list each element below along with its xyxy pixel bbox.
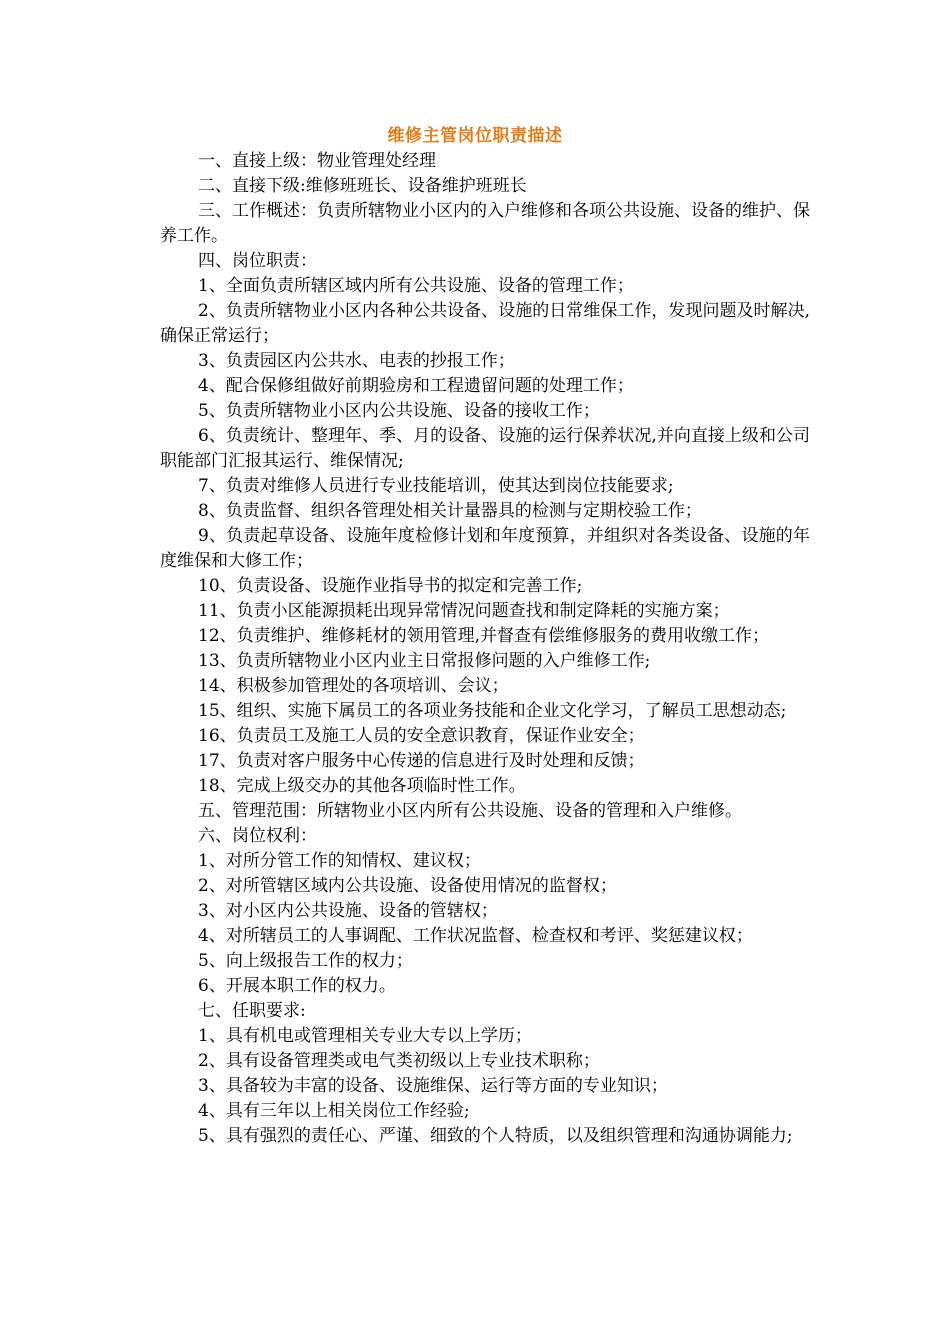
document-title: 维修主管岗位职责描述 xyxy=(387,126,563,146)
paragraph: 1、对所分管工作的知情权、建议权； xyxy=(198,851,481,871)
paragraph: 七、任职要求: xyxy=(198,1001,306,1021)
paragraph: 6、负责统计、整理年、季、月的设备、设施的运行保养状况,并向直接上级和公司职能部门汇报其运行、维保情况; xyxy=(160,426,810,471)
paragraph: 五、管理范围：所辖物业小区内所有公共设施、设备的管理和入户维修。 xyxy=(198,801,742,821)
paragraph: 3、对小区内公共设施、设备的管辖权； xyxy=(198,901,498,921)
paragraph: 3、负责园区内公共水、电表的抄报工作； xyxy=(198,351,515,371)
paragraph: 9、负责起草设备、设施年度检修计划和年度预算，并组织对各类设备、设施的年度维保和大修工作； xyxy=(160,526,810,571)
paragraph: 8、负责监督、组织各管理处相关计量器具的检测与定期校验工作； xyxy=(198,501,702,521)
paragraph: 六、岗位权利： xyxy=(198,826,317,846)
paragraph: 一、直接上级：物业管理处经理 xyxy=(198,151,436,171)
paragraph: 7、负责对维修人员进行专业技能培训，使其达到岗位技能要求; xyxy=(198,476,674,496)
paragraph: 四、岗位职责： xyxy=(198,251,317,271)
paragraph: 14、积极参加管理处的各项培训、会议； xyxy=(198,676,509,696)
paragraph: 4、具有三年以上相关岗位工作经验; xyxy=(198,1101,470,1121)
paragraph: 12、负责维护、维修耗材的领用管理,并督查有偿维修服务的费用收缴工作； xyxy=(198,626,770,646)
paragraph: 5、负责所辖物业小区内公共设施、设备的接收工作； xyxy=(198,401,600,421)
paragraph: 15、组织、实施下属员工的各项业务技能和企业文化学习，了解员工思想动态; xyxy=(198,701,787,721)
paragraph: 2、对所管辖区域内公共设施、设备使用情况的监督权； xyxy=(198,876,617,896)
paragraph: 5、向上级报告工作的权力； xyxy=(198,951,413,971)
paragraph: 17、负责对客户服务中心传递的信息进行及时处理和反馈； xyxy=(198,751,645,771)
paragraph: 2、负责所辖物业小区内各种公共设备、设施的日常维保工作，发现问题及时解决,确保正常运行； xyxy=(160,301,810,346)
paragraph: 13、负责所辖物业小区内业主日常报修问题的入户维修工作; xyxy=(198,651,651,671)
paragraph: 4、对所辖员工的人事调配、工作状况监督、检查权和考评、奖惩建议权； xyxy=(198,926,753,946)
paragraph: 1、全面负责所辖区域内所有公共设施、设备的管理工作； xyxy=(198,276,634,296)
paragraph: 18、完成上级交办的其他各项临时性工作。 xyxy=(198,776,526,796)
paragraph: 16、负责员工及施工人员的安全意识教育，保证作业安全； xyxy=(198,726,645,746)
paragraph: 二、直接下级:维修班班长、设备维护班班长 xyxy=(198,176,527,196)
paragraph: 10、负责设备、设施作业指导书的拟定和完善工作; xyxy=(198,576,583,596)
paragraph: 6、开展本职工作的权力。 xyxy=(198,976,396,996)
paragraph: 4、配合保修组做好前期验房和工程遗留问题的处理工作； xyxy=(198,376,634,396)
paragraph: 1、具有机电或管理相关专业大专以上学历； xyxy=(198,1026,532,1046)
paragraph: 三、工作概述：负责所辖物业小区内的入户维修和各项公共设施、设备的维护、保养工作。 xyxy=(160,201,810,246)
document-body xyxy=(160,149,810,1149)
paragraph: 11、负责小区能源损耗出现异常情况问题查找和制定降耗的实施方案； xyxy=(198,601,730,621)
paragraph: 2、具有设备管理类或电气类初级以上专业技术职称； xyxy=(198,1051,600,1071)
paragraph: 3、具备较为丰富的设备、设施维保、运行等方面的专业知识； xyxy=(198,1076,668,1096)
paragraph: 5、具有强烈的责任心、严谨、细致的个人特质，以及组织管理和沟通协调能力; xyxy=(198,1126,793,1146)
